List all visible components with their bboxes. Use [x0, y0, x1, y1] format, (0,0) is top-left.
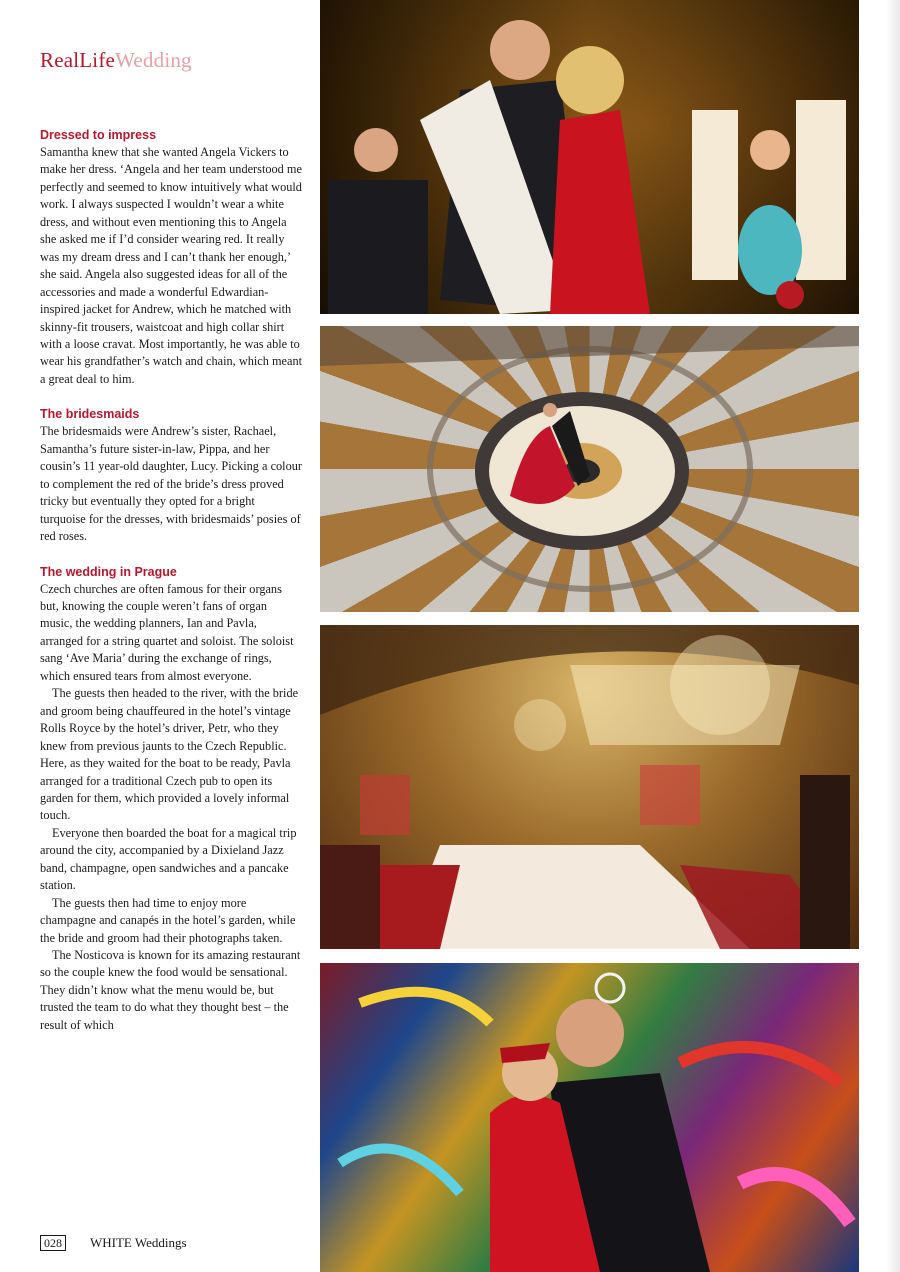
paragraph-prague-5: The Nosticova is known for its amazing restaurant so the couple knew the food would be sensational. They didn’t know what the menu would be, but trusted the team to do what they thought best – the result of which: [40, 948, 301, 1032]
photo-mosaic-floor: [320, 326, 859, 612]
logo-part-reallife: RealLife: [40, 48, 116, 72]
paragraph-prague-2: The guests then headed to the river, with the bride and groom being chauffeured in the hotel’s vintage Rolls Royce by the hotel’s driver, Petr, who they knew from previous jaunts to the Czech Republic. Here, as they waited for the boat to be ready, Pavla arranged for a traditional Czech pub to open its garden for them, which provided a lovely informal touch.: [40, 686, 299, 823]
paragraph-dress: Samantha knew that she wanted Angela Vickers to make her dress. ‘Angela and her team understood me perfectly and seemed to know intuitively what would work. I always suspected I wouldn’t wear a white dress, and without even mentioning this to Angela she asked me if I’d consider wearing red. It really was my dream dress and I can’t thank her enough,’ she said. Angela also suggested ideas for all of the accessories and made a wonderful Edwardian-inspired jacket for Andrew, which he matched with skinny-fit trousers, waistcoat and high collar shirt with a loose cravat. Most importantly, he was able to wear his grandfather’s watch and chain, which meant a great deal to him.: [40, 145, 303, 386]
paragraph-prague-3: Everyone then boarded the boat for a magical trip around the city, accompanied by a Dixieland Jazz band, champagne, open sandwiches and a pancake station.: [40, 825, 297, 893]
heading-bridesmaids: The bridesmaids: [40, 407, 140, 422]
article-column: [40, 126, 302, 1034]
heading-wedding-in-prague: The wedding in Prague: [40, 564, 177, 579]
paragraph-prague-1: Czech churches are often famous for their organs but, knowing the couple weren’t fans of organ music, the wedding planners, Ian and Pavla, arranged for a string quartet and soloist. The soloist sang ‘Ave Maria’ during the exchange of rings, which ensured tears from almost everyone.: [40, 581, 294, 683]
page-footer: [40, 1235, 187, 1251]
paragraph-bridesmaids: The bridesmaids were Andrew’s sister, Rachael, Samantha’s future sister-in-law, Pippa, and her cousin’s 11 year-old daughter, Lucy. Picking a colour to complement the red of the bride’s dress proved tricky but eventually they opted for a bright turquoise for the dresses, with bridesmaids’ posies of red roses.: [40, 424, 302, 544]
logo-part-wedding: Wedding: [115, 48, 192, 72]
photo-graffiti-wall: [320, 963, 859, 1272]
heading-dressed-to-impress: Dressed to impress: [40, 128, 157, 142]
magazine-name: WHITE Weddings: [90, 1235, 187, 1250]
page-number: 028: [40, 1235, 66, 1251]
photo-banquet-hall: [320, 625, 859, 949]
section-logo: [40, 48, 192, 73]
photo-couple-church: [320, 0, 859, 314]
page-edge: [886, 0, 900, 1272]
paragraph-prague-4: The guests then had time to enjoy more champagne and canapés in the hotel’s garden, while the bride and groom had their photographs taken.: [40, 895, 296, 945]
